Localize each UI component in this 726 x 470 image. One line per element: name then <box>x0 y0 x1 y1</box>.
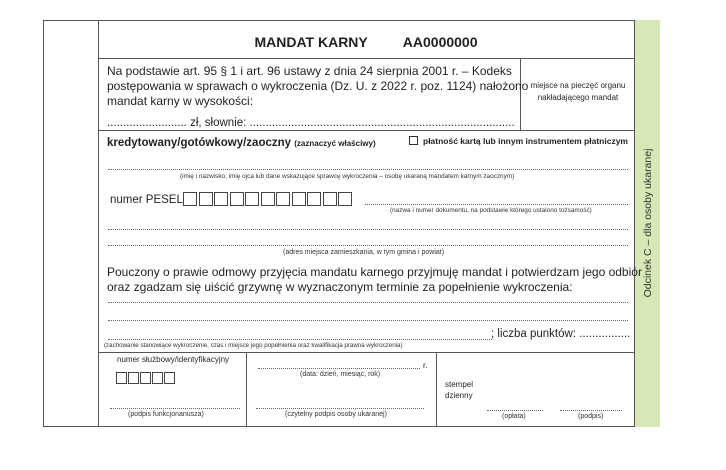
fee-line[interactable] <box>487 410 543 411</box>
name-input-line[interactable] <box>108 169 628 170</box>
pesel-digit-box[interactable] <box>245 192 259 206</box>
legal-divider <box>98 130 634 131</box>
date-suffix: r. <box>423 361 428 370</box>
amount-field[interactable]: ......................... zł, słownie: ................................................................................... <box>107 117 515 129</box>
legal-line-2: postępowania w sprawach o wykroczenia (Dz. U. z 2022 r. poz. 1124) nałożono <box>107 79 529 93</box>
form-header <box>98 34 634 50</box>
address-hint: (adres miejsca zamieszkania, w tym gmina i powiat) <box>283 249 445 256</box>
stamp-area-label: miejsce na pieczęć organu nakładającego mandat <box>530 81 626 102</box>
statement-line-1: Pouczony o prawie odmowy przyjęcia mandatu karnego przyjmuję mandat i potwierdzam jego odbiór <box>107 265 642 279</box>
officer-id-digit-box[interactable] <box>152 372 163 384</box>
form-left-margin <box>98 20 99 427</box>
card-payment-checkbox[interactable] <box>409 136 418 145</box>
officer-id-digit-box[interactable] <box>164 372 175 384</box>
pesel-digit-box[interactable] <box>338 192 352 206</box>
legal-line-3: mandat karny w wysokości: <box>107 94 254 108</box>
pesel-digit-box[interactable] <box>183 192 197 206</box>
stamp-column-divider <box>520 58 521 130</box>
payment-type-hint: (zaznaczyć właściwy) <box>294 139 376 148</box>
points-field[interactable]: ; liczba punktów: ................ <box>491 328 631 340</box>
card-payment-label: płatność kartą lub innym instrumentem płatniczym <box>423 136 628 146</box>
officer-id-digit-box[interactable] <box>140 372 151 384</box>
footer-signature-line[interactable] <box>560 410 622 411</box>
date-hint: (data: dzień, miesiąc, rok) <box>300 371 381 378</box>
header-divider <box>98 58 634 59</box>
pesel-label: numer PESEL <box>110 194 183 206</box>
pesel-boxes[interactable] <box>183 192 353 206</box>
side-panel <box>634 20 660 427</box>
footer-divider <box>98 352 634 353</box>
fee-hint: (opłata) <box>502 413 526 420</box>
address-input-line-2[interactable] <box>108 245 628 246</box>
offender-signature-line[interactable] <box>256 408 424 409</box>
acceptance-statement <box>107 265 642 295</box>
form-title: MANDAT KARNY <box>254 34 368 50</box>
pesel-digit-box[interactable] <box>199 192 213 206</box>
document-hint: (nazwa i numer dokumentu, na podstawie którego ustalono tożsamość) <box>390 207 592 214</box>
pesel-digit-box[interactable] <box>230 192 244 206</box>
payment-type-label[interactable] <box>107 137 376 149</box>
footer-signature-hint: (podpis) <box>578 413 604 420</box>
legal-basis-text <box>107 64 529 109</box>
pesel-digit-box[interactable] <box>323 192 337 206</box>
pesel-digit-box[interactable] <box>261 192 275 206</box>
pesel-digit-box[interactable] <box>214 192 228 206</box>
legal-line-1: Na podstawie art. 95 § 1 i art. 96 ustawy z dnia 24 sierpnia 2001 r. – Kodeks <box>107 64 512 78</box>
address-input-line-1[interactable] <box>108 229 628 230</box>
officer-id-digit-box[interactable] <box>116 372 127 384</box>
offense-hint: (zachowanie stanowiące wykroczenie, czas i miejsce jego popełnienia oraz kwalifikacja prawna wykroczenia) <box>104 342 403 349</box>
officer-id-boxes[interactable] <box>116 372 176 384</box>
pesel-digit-box[interactable] <box>276 192 290 206</box>
statement-line-2: oraz zgadzam się uiścić grzywnę w wyznaczonym terminie za popełnienie wykroczenia: <box>107 280 573 294</box>
date-input-line[interactable] <box>258 368 420 369</box>
officer-id-digit-box[interactable] <box>128 372 139 384</box>
offender-signature-hint: (czytelny podpis osoby ukaranej) <box>285 411 387 418</box>
offense-input-line-3[interactable] <box>108 339 492 340</box>
payment-type-options[interactable]: kredytowany/gotówkowy/zaoczny <box>107 137 292 149</box>
pesel-digit-box[interactable] <box>307 192 321 206</box>
pesel-digit-box[interactable] <box>292 192 306 206</box>
daily-stamp-label: stempel dzienny <box>445 380 474 400</box>
document-input-line[interactable] <box>365 204 628 205</box>
name-hint: (imię i nazwisko, imię ojca lub dane wskazujące sprawcę wykroczenia – osobę ukaraną mandatem karnym zaocznym) <box>180 173 515 180</box>
officer-signature-line[interactable] <box>110 408 240 409</box>
side-label: Odcinek C – dla osoby ukaranej <box>642 148 654 298</box>
footer-col-divider-1 <box>246 352 247 427</box>
form-number: AA0000000 <box>402 34 478 50</box>
footer-col-divider-2 <box>436 352 437 427</box>
officer-id-label: numer służbowy/identyfikacyjny <box>117 355 230 364</box>
offense-input-line-2[interactable] <box>108 320 628 321</box>
officer-signature-hint: (podpis funkcjonariusza) <box>128 411 204 418</box>
offense-input-line-1[interactable] <box>108 302 628 303</box>
